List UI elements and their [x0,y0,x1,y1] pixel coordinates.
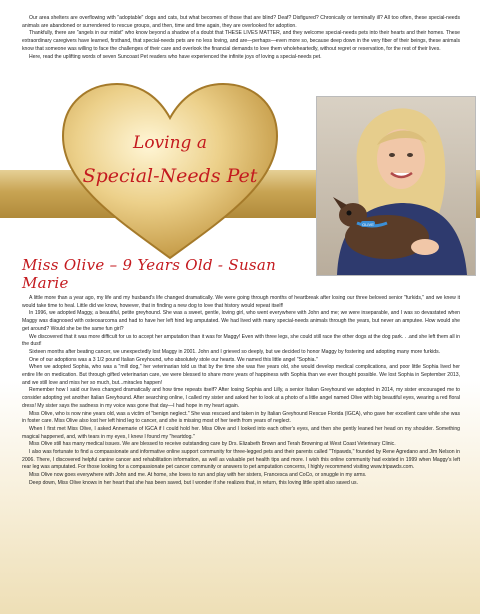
heart-title-line-1: Loving a [133,133,207,153]
story-paragraph: Miss Olive still has many medical issues. We are blessed to receive outstanding care by Drs. Elizabeth Brown and Terah Browning at West Coast Veterinary Clinic. [29,441,396,448]
story-body [22,295,460,488]
intro-paragraph: Our area shelters are overflowing with "adoptable" dogs and cats, but what becomes of those that are blind? Deaf? Disfigured? Chronically or terminally ill? All too often, these special-needs animals are abandoned or surrendered to rescue groups, and then, time and time again, they are overlooked for adoption. [22,15,460,29]
story-paragraph: Remember how I said our lives changed dramatically and how time repeats itself? After losing Sophia and Lilly, a senior Italian Greyhound we adopted in 2014, my sister encouraged me to consider adopting yet another Italian Greyhound. After searching online, I called my sister and asked her to look at a photo of a little angel named Olive with big beautiful eyes, wearing a red floral dress! My sister says the sadness in my voice was gone that day—I had hope in my heart again. [22,387,460,409]
story-heading: Miss Olive – 9 Years Old - Susan Marie [22,256,277,292]
intro-paragraph: Thankfully, there are "angels in our midst" who know beyond a shadow of a doubt that THESE LIVES MATTER, and they welcome special-needs pets into their hearts and their homes. These extraordinary caregivers have learned, firsthand, that special-needs pets are no less loving, and are—perhaps—even more so, because deep down in the very fiber of their beings, these animals know that someone was willing to face the challenges of their care and overlook the financial demands to love them wholeheartedly, without regret or reservation, for the rest of their lives. [22,30,460,52]
owner-with-dog-photo [316,96,476,276]
story-paragraph: When we adopted Sophia, who was a "mill dog," her veterinarian told us that by the time she was five years old, she would develop medical complications, and poor little Sophia lived her entire life on medication. But through gifted veterinarian care, we were blessed to share more years of happiness with Sophia than we ever thought possible. We lost Sophia in September 2013, and we still love and miss her so much, but...miracles happen! [22,364,460,386]
story-paragraph: When I first met Miss Olive, I asked Annemarie of IGCA if I could hold her. Miss Olive and I looked into each other's eyes, and then she gently leaned her head on my shoulder. Something magical happened, and, with tears in my eyes, I knew I found my "heartdog." [22,425,460,440]
story-paragraph: Sixteen months after beating cancer, we unexpectedly lost Maggy in 2001. John and I grieved so deeply, but we decided to honor Maggy by fostering and adopting many more furkids. [29,348,441,355]
story-paragraph: A little more than a year ago, my life and my husband's life changed dramatically. We were going through months of heartbreak after losing our three beloved senior "furkids," and we knew it would take time to heal. Little did we know, however, that in finding a new dog to love that history would repeat itself! [22,295,460,309]
story-paragraph: One of our adoptions was a 3 1/2 pound Italian Greyhound, who absolutely stole our hearts. We named this little angel "Sophia." [29,356,318,363]
story-paragraph: In 1996, we adopted Maggy, a beautiful, petite greyhound. She was a sweet, gentle, loving girl, who went everywhere with John and me; we were inseparable, and I was so devastated when Maggy was diagnosed with osteosarcoma and had to have her left hind leg amputated. We had lived with many special-needs animals through the years, but never an amputee. How would she get around? Would she be the same fun girl? [22,310,460,332]
story-paragraph: Deep down, Miss Olive knows in her heart that she has been saved, but I wonder if she realizes that, in return, this loving little spirit also saved us. [29,479,358,486]
heart-emblem [55,78,285,263]
story-paragraph: We discovered that it was more difficult for us to accept her amputation than it was for Maggy! Even with three legs, she could still race the other dogs at the dog park. . .and she left them all in the dust! [22,333,460,348]
story-paragraph: Miss Olive now goes everywhere with John and me. At home, she loves to run and play with her sisters, Francesca and CoCo, or snuggle in my arms. [29,472,367,479]
story-paragraph: Miss Olive, who is now nine years old, was a victim of "benign neglect." She was rescued and taken in by Italian Greyhound Rescue Florida (IGCA), who gave her excellent care while she was in foster care. Miss Olive also lost her left hind leg to cancer, and she is missing most of her teeth from years of neglect. [22,410,460,425]
intro-paragraph: Here, read the uplifting words of seven Suncoast Pet readers who have experienced the infinite joys of loving a special-needs pet. [29,53,322,60]
heart-title-line-2: Special-Needs Pet [82,165,258,187]
intro-section [22,15,460,61]
dog-collar-tag: OLIVE [362,222,374,227]
story-paragraph: I also was fortunate to find a compassionate and informative online support community for three-legged pets and their parents called "Tripawds," founded by Rene Agredano and Jim Nelson in 2006. There, I discovered helpful canine cancer and rehabilitation information, as well as valuable pet health tips and more. I wish this online community had existed in 1999 when Maggy's left rear leg was amputated. For those looking for a compassionate pet cancer community or answers to pet amputation concerns, I highly recommend visiting www.tripawds.com. [22,449,460,471]
